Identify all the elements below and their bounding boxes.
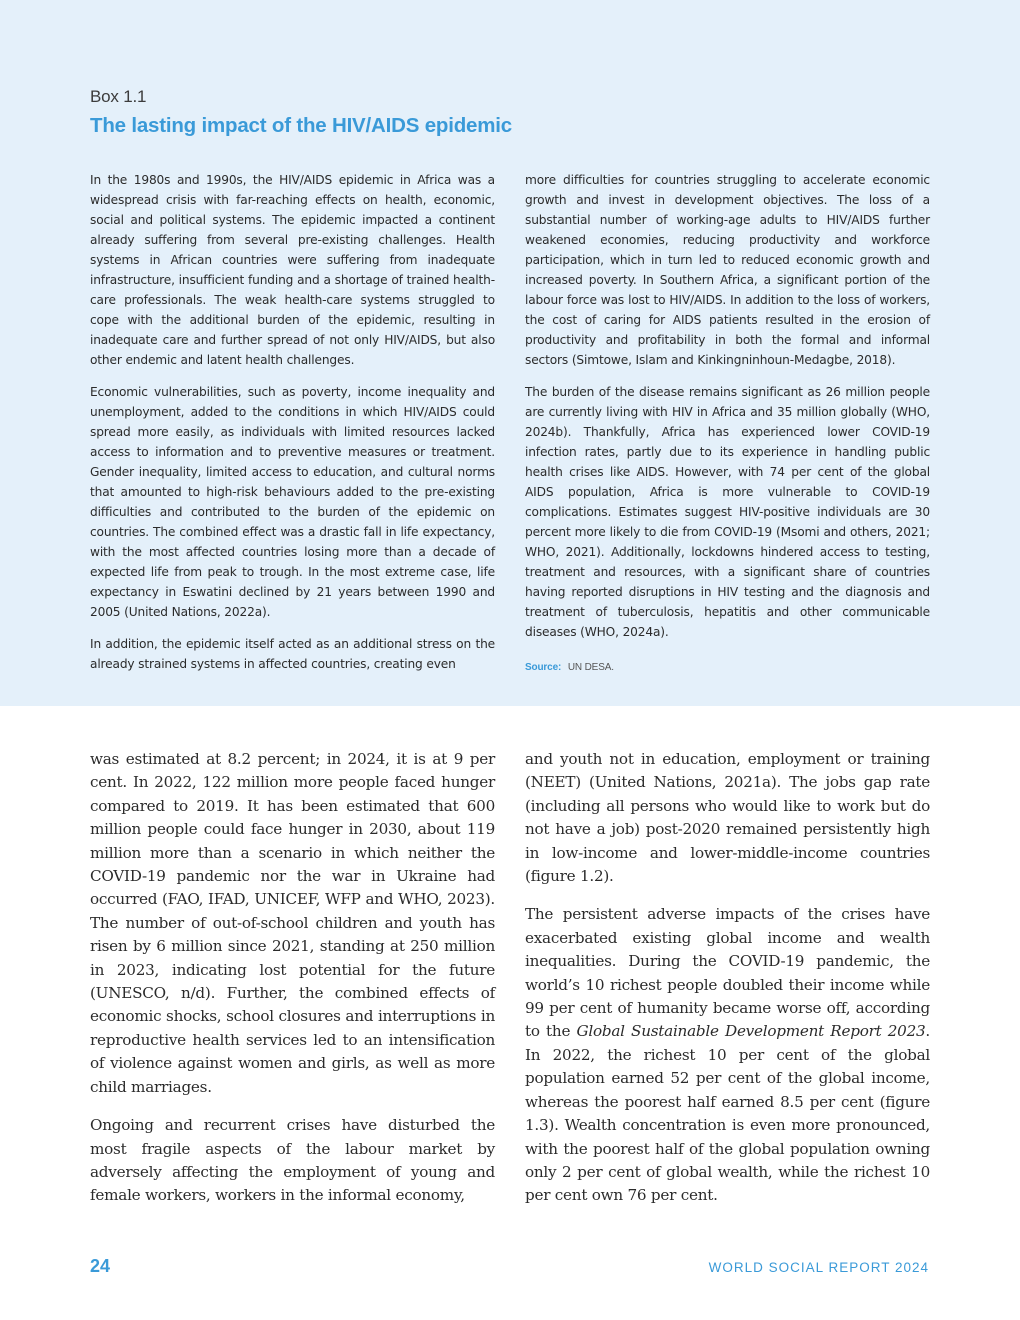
body-right-column xyxy=(525,748,930,1223)
body-text: The persistent adverse impacts of the crises have exacerbated existing global income and wealth inequalities. During the COVID-19 pandemic, the world’s 10 richest people doubled their income while 99 per cent of humanity became worse off, according to the xyxy=(525,905,930,1041)
box-paragraph: The burden of the disease remains significant as 26 million people are currently living with HIV in Africa and 35 million globally (WHO, 2024b). Thankfully, Africa has experienced lower COVID-19 infection rates, partly due to its experience in handling public health crises like AIDS. However, with 74 per cent of the global AIDS population, Africa is more vulnerable to COVID-19 complications. Estimates suggest HIV-positive individuals are 30 percent more likely to die from COVID-19 (Msomi and others, 2021; WHO, 2021). Additionally, lockdowns hindered access to testing, treatment and resources, with a significant share of countries having reported disruptions in HIV testing and the diagnosis and treatment of tuberculosis, hepatitis and other communicable diseases (WHO, 2024a). xyxy=(525,385,930,639)
body-paragraph xyxy=(525,903,930,1207)
body-text: . In 2022, the richest 10 per cent of the global population earned 52 per cent of the global income, whereas the poorest half earned 8.5 per cent (figure 1.3). Wealth concentration is even more pronounced, with the poorest half of the global population owning only 2 per cent of global wealth, while the richest 10 per cent own 76 per cent. xyxy=(525,1022,930,1205)
source-label: Source: xyxy=(525,662,562,673)
box-paragraph: Economic vulnerabilities, such as poverty, income inequality and unemployment, added to the conditions in which HIV/AIDS could spread more easily, as individuals with limited resources lacked access to information and to preventive measures or treatment. Gender inequality, limited access to education, and cultural norms that amounted to high-risk behaviours added to the pre-existing difficulties and contributed to the burden of the epidemic on countries. The combined effect was a drastic fall in life expectancy, with the most affected countries losing more than a decade of expected life from peak to trough. In the most extreme case, life expectancy in Eswatini declined by 21 years between 1990 and 2005 (United Nations, 2022a). xyxy=(90,385,495,619)
box-paragraph: In the 1980s and 1990s, the HIV/AIDS epidemic in Africa was a widespread crisis with far-reaching effects on health, economic, social and political systems. The epidemic impacted a continent already suffering from several pre-existing challenges. Health systems in African countries were suffering from inadequate infrastructure, insufficient funding and a shortage of trained health-care professionals. The weak health-care systems struggled to cope with the additional burden of the epidemic, resulting in inadequate care and further spread of not only HIV/AIDS, but also other endemic and latent health challenges. xyxy=(90,173,495,367)
box-source xyxy=(525,658,930,678)
body-left-column xyxy=(90,748,495,1223)
box-left-column xyxy=(90,170,495,686)
box-paragraph: In addition, the epidemic itself acted as an additional stress on the already strained systems in affected countries, creating even xyxy=(90,637,495,671)
page-number: 24 xyxy=(90,1256,111,1276)
box-title: The lasting impact of the HIV/AIDS epidemic xyxy=(90,114,512,137)
report-title-italic: Global Sustainable Development Report 2023 xyxy=(576,1022,926,1041)
body-paragraph: was estimated at 8.2 percent; in 2024, it is at 9 per cent. In 2022, 122 million more people faced hunger compared to 2019. It has been estimated that 600 million people could face hunger in 2030, about 119 million more than a scenario in which neither the COVID-19 pandemic nor the war in Ukraine had occurred (FAO, IFAD, UNICEF, WFP and WHO, 2023). The number of out-of-school children and youth has risen by 6 million since 2021, standing at 250 million in 2023, indicating lost potential for the future (UNESCO, n/d). Further, the combined effects of economic shocks, school closures and interruptions in reproductive health services led to an intensification of violence against women and girls, as well as more child marriages. xyxy=(90,750,495,1096)
box-paragraph: more difficulties for countries struggling to accelerate economic growth and invest in development objectives. The loss of a substantial number of working-age adults to HIV/AIDS further weakened economies, reducing productivity and workforce participation, which in turn led to reduced economic growth and increased poverty. In Southern Africa, a significant portion of the labour force was lost to HIV/AIDS. In addition to the loss of workers, the cost of caring for AIDS patients resulted in the erosion of productivity and profitability in both the formal and informal sectors (Simtowe, Islam and Kinkingninhoun-Medagbe, 2018). xyxy=(525,173,930,367)
running-footer: WORLD SOCIAL REPORT 2024 xyxy=(708,1260,929,1275)
box-right-column xyxy=(525,170,930,678)
body-paragraph: Ongoing and recurrent crises have disturbed the most fragile aspects of the labour market by adversely affecting the employment of young and female workers, workers in the informal economy, xyxy=(90,1116,495,1205)
body-paragraph: and youth not in education, employment or training (NEET) (United Nations, 2021a). The jobs gap rate (including all persons who would like to work but do not have a job) post-2020 remained persistently high in low-income and lower-middle-income countries (figure 1.2). xyxy=(525,750,930,886)
box-label: Box 1.1 xyxy=(90,87,147,106)
source-text: UN DESA. xyxy=(567,662,614,673)
